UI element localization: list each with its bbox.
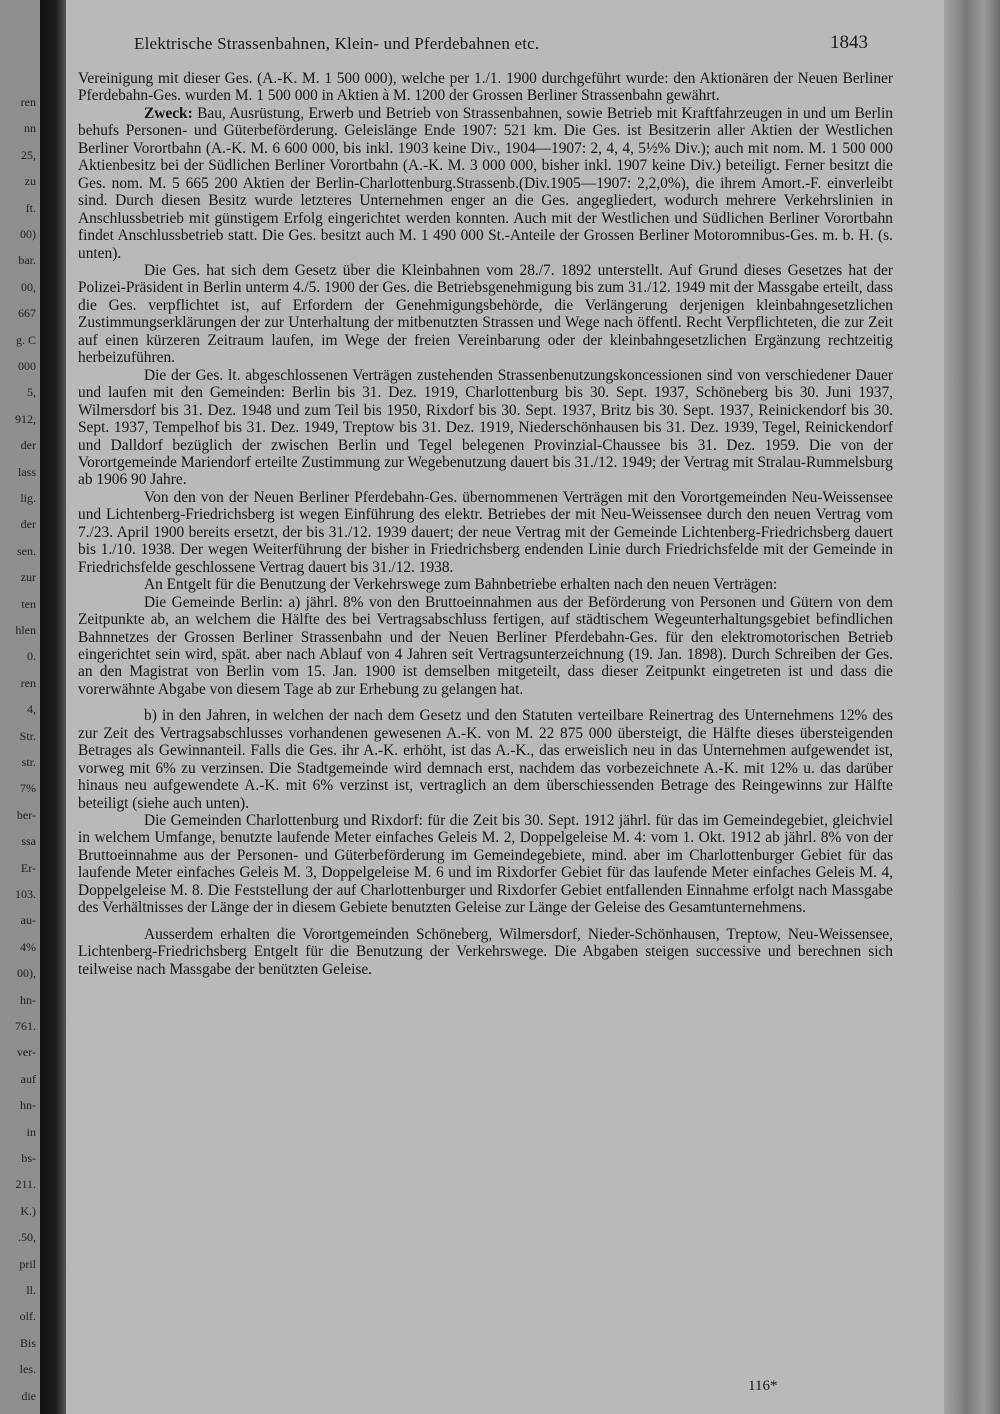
margin-fragment: 667 bbox=[18, 306, 36, 321]
margin-fragment: olf. bbox=[19, 1309, 36, 1324]
margin-fragment: bar. bbox=[18, 253, 36, 268]
margin-fragment: ten bbox=[21, 596, 36, 611]
margin-fragment: ll. bbox=[26, 1283, 36, 1297]
paragraph: Die der Ges. lt. abgeschlossenen Verträgen zustehenden Strassenbenutzungskoncessionen sind von verschiedener Dauer und laufen mit den Gemeinden: Berlin bis 31. Dez. 1919, Charlottenburg bis 30. Sept. 1937, Schöneberg bis 30. Juni 1937, Wilmersdorf bis 31. Dez. 1948 und zum Teil bis 1950, Rixdorf bis 30. Sept. 1937, Britz bis 30. Sept. 1937, Reinickendorf bis 30. Sept. 1937, Tempelhof bis 31. Dez. 1949, Treptow bis 31. Dez. 1919, Niederschönhausen bis 31. Dez. 1939, Tegel, Reinickendorf und Dalldorf bezüglich der zwischen Berlin und Tegel belegenen Provinzial-Chaussee bis 31. Dez. 1959. Die von der Vorortgemeinde Mariendorf erteilte Zustimmung zur Wegebenutzung dauert bis 31./12. 1949; der Vertrag mit Stralau-Rummelsburg ab 1906 90 Jahre. bbox=[78, 366, 893, 489]
margin-fragment: 000 bbox=[18, 359, 36, 373]
margin-fragment: Bis bbox=[19, 1335, 36, 1350]
margin-fragment: 00) bbox=[20, 227, 36, 241]
margin-fragment: 7% bbox=[20, 781, 36, 796]
paragraph: An Entgelt für die Benutzung der Verkehrswege zum Bahnbetriebe erhalten nach den neuen Verträgen: bbox=[144, 576, 778, 594]
margin-fragment: 25, bbox=[21, 147, 36, 162]
margin-fragment: pril bbox=[19, 1256, 36, 1271]
paragraph: b) in den Jahren, in welchen der nach dem Gesetz und den Statuten verteilbare Reinertrag des Unternehmens 12% des zur Zeit des Vertragsabschlusses vorhandenen gewesenen A.-K. von M. 22 875 000 übersteigt, die Hälfte dieses übersteigenden Betrages als Gewinnanteil. Falls die Ges. ihr A.-K. erhöht, ist das A.-K., das erweislich neu in das Unternehmen aufgewendet ist, vorweg mit 6% zu verzinsen. Die Stadtgemeinde wird demnach erst, nachdem das vorbezeichnete A.-K. mit 12% u. das darüber hinaus neu aufgewendete A.-K. mit 6% verzinst ist, vertraglich an dem überschiessenden Betrage des Reingewinns zur Hälfte beteiligt (siehe auch unten). bbox=[78, 707, 893, 812]
margin-fragment: K.) bbox=[20, 1203, 36, 1218]
margin-fragment: ver- bbox=[16, 1045, 36, 1060]
page-number: 1843 bbox=[830, 32, 868, 53]
facing-page-fragment bbox=[0, 0, 40, 1414]
margin-fragment: der bbox=[20, 517, 36, 532]
margin-fragment: ft. bbox=[25, 200, 36, 215]
margin-fragment: auf bbox=[20, 1071, 36, 1086]
paragraph: Ausserdem erhalten die Vorortgemeinden Schöneberg, Wilmersdorf, Nieder-Schönhausen, Treptow, Neu-Weissensee, Lichtenberg-Friedrichsberg Entgelt für die Benutzung der Verkehrswege. Die Abgaben steigen successive und berechnen sich teilweise nach Massgabe der benützten Geleise. bbox=[78, 925, 893, 978]
margin-fragment: g. C bbox=[15, 332, 36, 347]
paragraph-lead: Zweck: bbox=[144, 104, 193, 122]
margin-fragment: les. bbox=[19, 1362, 36, 1377]
margin-fragment: 211. bbox=[15, 1177, 36, 1192]
margin-fragment: lass bbox=[18, 464, 36, 479]
margin-fragment: hlen bbox=[15, 623, 36, 637]
margin-fragment: ssa bbox=[21, 834, 36, 849]
margin-fragment: 5, bbox=[27, 385, 36, 400]
margin-fragment: 103. bbox=[15, 887, 36, 901]
body-text bbox=[78, 70, 893, 978]
margin-fragment: Str. bbox=[19, 728, 36, 743]
margin-fragment: 4% bbox=[20, 939, 36, 954]
margin-fragment: sen. bbox=[17, 543, 36, 558]
book-gutter bbox=[40, 0, 66, 1414]
margin-fragment: zu bbox=[24, 174, 36, 189]
margin-fragment: in bbox=[26, 1124, 36, 1139]
margin-fragment: nn bbox=[24, 121, 36, 136]
margin-fragment: ber- bbox=[16, 807, 36, 822]
margin-fragment: hn- bbox=[20, 1098, 36, 1113]
margin-fragment: 00, bbox=[21, 279, 36, 294]
margin-fragment: au- bbox=[20, 913, 36, 928]
margin-fragment: 912, bbox=[15, 411, 36, 426]
margin-fragment: 4, bbox=[27, 702, 36, 717]
paragraph: Von den von der Neuen Berliner Pferdebahn-Ges. übernommenen Verträgen mit den Vorortgemeinden Neu-Weissensee und Lichtenberg-Friedrichsberg ist wegen Einführung des elektr. Betriebes der mit Neu-Weissensee durch den neuen Vertrag vom 7./23. April 1900 bereits ersetzt, der bis 31./12. 1939 dauert; der neue Vertrag mit der Gemeinde Lichtenberg-Friedrichsberg dauert bis 1./10. 1938. Der wegen Weiterführung der bisher in Friedrichsberg endenden Linie durch Friedrichsfelde mit der Gemeinde in Friedrichsfelde geschlossene Vertrag dauert bis 31./12. 1938. bbox=[78, 488, 893, 576]
paragraph: Die Gemeinde Berlin: a) jährl. 8% von den Bruttoeinnahmen aus der Beförderung von Personen und Gütern von dem Zeitpunkte ab, an welchem die Hälfte des bei Vertragsabschluss fertigen, auf städtischem Wegeunterhaltungsgebiet befindlichen Bahnnetzes der Grossen Berliner Strassenbahn und der Neuen Berliner Pferdebahn-Ges. für den elektromotorischen Betrieb eingerichtet sein wird, spät. aber nach Ablauf von 4 Jahren seit Vertragsunterzeichnung (19. Jan. 1898). Durch Schreiben der Ges. an den Magistrat von Berlin vom 15. Jan. 1900 ist demselben mitgeteilt, dass dieser Zeitpunkt eingetreten ist und dass die vorerwähnte Abgabe von diesem Tage ab zur Erhebung zu gelangen hat. bbox=[78, 593, 893, 698]
margin-fragment: zur bbox=[20, 570, 36, 585]
margin-fragment: der bbox=[20, 438, 36, 453]
margin-fragment: .50, bbox=[18, 1230, 36, 1245]
page-edge bbox=[944, 0, 1000, 1414]
margin-fragment: die bbox=[21, 1388, 36, 1403]
margin-fragment: ren bbox=[20, 675, 36, 690]
running-title: Elektrische Strassenbahnen, Klein- und Pferdebahnen etc. bbox=[134, 34, 540, 53]
paragraph bbox=[78, 105, 893, 262]
margin-fragment: bs- bbox=[21, 1151, 36, 1165]
margin-fragment: str. bbox=[21, 755, 36, 769]
paragraph: Die Gemeinden Charlottenburg und Rixdorf: für die Zeit bis 30. Sept. 1912 jährl. für das im Gemeindegebiet, gleichviel in welchem Umfange, benutzte laufende Meter einfaches Geleis M. 2, Doppelgeleise M. 4: vom 1. Okt. 1912 ab jährl. 8% von der Bruttoeinnahme aus der Personen- und Güterbeförderung im Gemeindegebiete, mind. aber im Charlottenburger Gebiet für das laufende Meter einfaches Geleis M. 3, Doppelgeleise M. 6 und im Rixdorfer Gebiet für das laufende Meter einfaches Geleis M. 4, Doppelgeleise M. 8. Die Feststellung der auf Charlottenburger und Rixdorfer Gebiet entfallenden Einnahme erfolgt nach Massgabe des Verhältnisses der Länge der in diesem Gebiete benutzten Geleise zur Länge der Geleise des Gesamtunternehmens. bbox=[78, 812, 893, 917]
margin-fragment: 00), bbox=[17, 966, 36, 981]
sheet-number: 116* bbox=[748, 1378, 778, 1394]
paragraph: Vereinigung mit dieser Ges. (A.-K. M. 1 500 000), welche per 1./1. 1900 durchgeführt wurde: den Aktionären der Neuen Berliner Pferdebahn-Ges. wurden M. 1 500 000 in Aktien à M. 1200 der Grossen Berliner Strassenbahn gewährt. bbox=[78, 70, 893, 105]
margin-fragment: hn- bbox=[20, 992, 36, 1007]
margin-fragment: 0. bbox=[27, 649, 36, 664]
margin-fragment: 761. bbox=[15, 1019, 36, 1033]
paragraph-text: Bau, Ausrüstung, Erwerb und Betrieb von Strassenbahnen, sowie Betrieb mit Kraftfahrzeugen in und um Berlin behufs Personen- und Güterbeförderung. Geleislänge Ende 1907: 521 km. Die Ges. ist Besitzerin aller Aktien der Westlichen Berliner Vorortbahn (A.-K. M. 6 600 000, bis inkl. 1903 keine Div., 1904—1907: 2, 4, 4, 5½% Div.); auch mit nom. M. 1 500 000 Aktienbesitz bei der Südlichen Berliner Vorortbahn (A.-K. M. 3 000 000, bisher inkl. 1907 keine Div.) beteiligt. Ferner besitzt die Ges. nom. M. 5 665 200 Aktien der Berlin-Charlottenburg.Strassenb.(Div.1905—1907: 2,2,0%), die ihrem Amort.-F. einverleibt sind. Durch diesen Besitz wurde letzteres Unternehmen enger an die Ges. angegliedert, wodurch mehrere Verkehrslinien in Anschlussbetrieb mit günstigem Erfolg eingerichtet werden konnten. Auch mit der Westlichen und Südlichen Berliner Vorortbahn findet Anschlussbetrieb statt. Die Ges. besitzt auch M. 1 490 000 St.-Anteile der Grossen Berliner Motoromnibus-Ges. m. b. H. (s. unten). bbox=[78, 104, 893, 262]
margin-fragment: ren bbox=[20, 95, 36, 109]
margin-fragment: lig. bbox=[20, 491, 36, 505]
paragraph: Die Ges. hat sich dem Gesetz über die Kleinbahnen vom 28./7. 1892 unterstellt. Auf Grund dieses Gesetzes hat der Polizei-Präsident in Berlin unterm 4./5. 1900 der Ges. die Betriebsgenehmigung bis zum 31./12. 1949 mit der Massgabe erteilt, dass die Ges. verpflichtet ist, auf Erfordern der Genehmigungsbehörde, die Verlängerung derjenigen kleinbahngesetzlichen Zustimmungserklärungen der zur Unterhaltung der mitbenutzten Strassen und Wege nach öffentl. Recht Verpflichteten, die zur Zeit auf einen kürzeren Zeitraum laufen, im Wege der freien Vereinbarung oder der kleinbahngesetzlichen Ergänzung rechtzeitig herbeizuführen. bbox=[78, 261, 893, 367]
margin-fragment: Er- bbox=[20, 860, 36, 875]
